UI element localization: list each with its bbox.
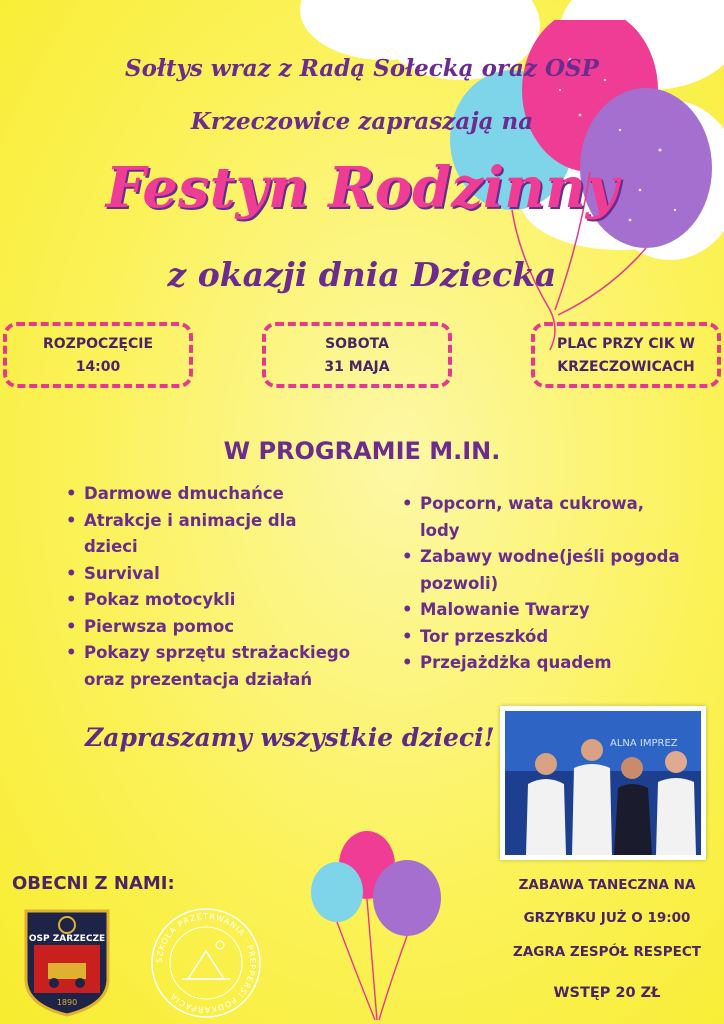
start-label: ROZPOCZĘCIE — [42, 335, 154, 352]
list-item: • Pierwsza pomoc — [84, 614, 350, 641]
list-item: • Atrakcje i animacje dla — [84, 508, 350, 535]
program-title: W PROGRAMIE M.IN. — [223, 437, 501, 465]
date-box — [262, 322, 452, 388]
day-label: SOBOTA — [325, 335, 389, 352]
photo-banner-text: ALNA IMPREZ — [610, 738, 678, 749]
program-list-left — [62, 481, 350, 693]
osp-name: OSP ZARZECZE — [28, 934, 106, 944]
invitation-text: Zapraszamy wszystkie dzieci! — [85, 723, 495, 752]
list-item-continued: oraz prezentacja działań — [84, 669, 313, 689]
list-item: • Darmowe dmuchańce — [84, 481, 350, 508]
list-item: • Zabawy wodne(jeśli pogoda — [420, 544, 680, 571]
location-line-1: PLAC PRZY CIK W — [556, 335, 696, 352]
partners-title: OBECNI Z NAMI: — [12, 873, 175, 894]
survival-school-logo — [148, 905, 264, 1021]
list-item-continued: dzieci — [84, 537, 138, 556]
dance-line-3: ZAGRA ZESPÓŁ RESPECT — [513, 944, 701, 960]
band-photo — [500, 706, 706, 860]
list-item: • Popcorn, wata cukrowa, — [420, 491, 680, 518]
program-list-right — [398, 491, 680, 677]
event-title: Festyn Rodzinny — [105, 155, 619, 221]
dance-line-1: ZABAWA TANECZNA NA — [518, 877, 696, 893]
list-item: • Pokaz motocykli — [84, 587, 350, 614]
osp-year: 1890 — [56, 998, 78, 1007]
list-item: • Przejażdżka quadem — [420, 650, 680, 677]
start-time-box — [3, 322, 193, 388]
survival-school-text: SZKOŁA PRZETRWANIA · PREPPERSI PODKARPACIA — [154, 911, 258, 1015]
list-item: • Malowanie Twarzy — [420, 597, 680, 624]
location-line-2: KRZECZOWICACH — [557, 358, 695, 375]
list-item-continued: pozwoli) — [420, 573, 499, 593]
list-item: • Survival — [84, 561, 350, 588]
entry-fee: WSTĘP 20 ZŁ — [553, 985, 661, 1001]
date-label: 31 MAJA — [324, 358, 390, 375]
list-item: • Tor przeszkód — [420, 624, 680, 651]
organizer-line-1: Sołtys wraz z Radą Sołecką oraz OSP — [125, 55, 599, 82]
organizer-line-2: Krzeczowice zapraszają na — [190, 108, 534, 135]
dance-line-2: GRZYBKU JUŻ O 19:00 — [523, 910, 691, 926]
start-time: 14:00 — [75, 358, 121, 375]
event-subtitle: z okazji dnia Dziecka — [167, 255, 557, 294]
list-item: • Pokazy sprzętu strażackiego — [84, 640, 350, 667]
list-item-continued: lody — [420, 520, 460, 540]
osp-logo — [20, 905, 114, 1017]
balloons-bottom-graphic — [305, 820, 455, 1024]
location-box — [531, 322, 721, 388]
